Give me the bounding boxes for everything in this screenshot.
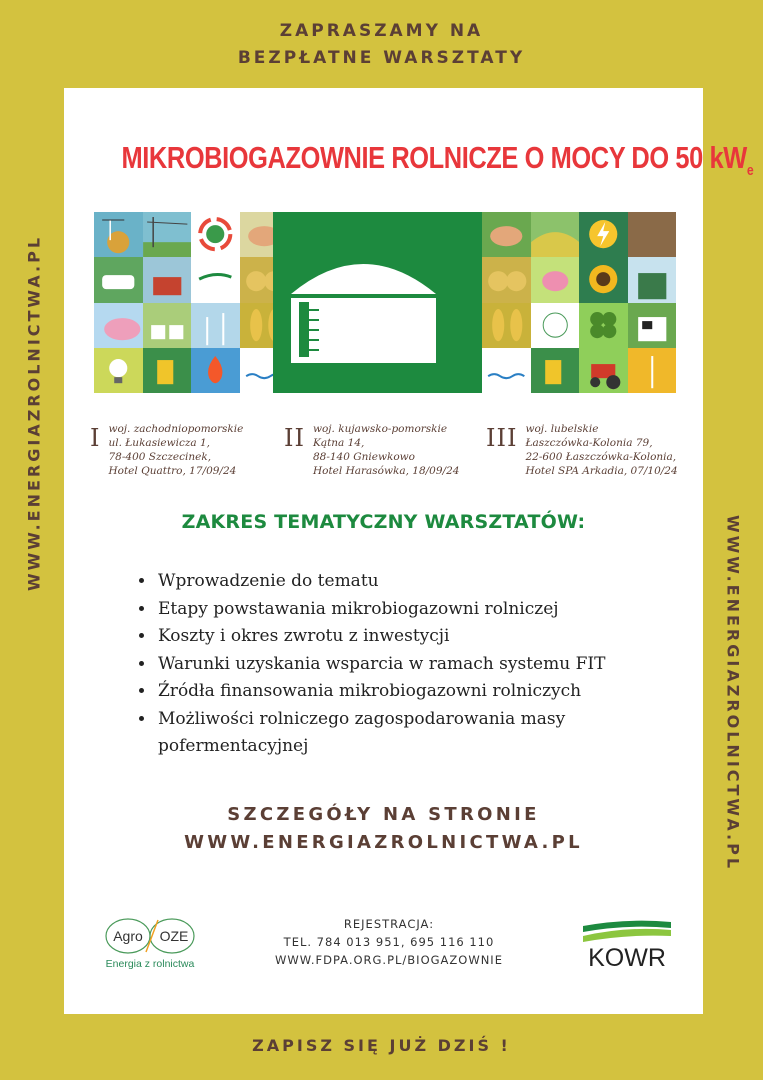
sunflower-icon [579, 257, 628, 302]
location-2-numeral: II [284, 424, 305, 452]
tree-circle-icon [191, 212, 240, 257]
poster-card [64, 88, 754, 1014]
wheat-icon [628, 348, 677, 393]
fuel-pump-icon-2 [531, 348, 580, 393]
topic-item: • Etapy powstawania mikrobiogazowni rolniczej [156, 596, 696, 624]
location-3-line: Hotel SPA Arkadia, 07/10/24 [525, 465, 678, 477]
pig-icon [94, 303, 143, 348]
location-1-line: woj. zachodniopomorskie [108, 423, 244, 435]
hay-bale-icon-2 [482, 257, 531, 302]
location-1-line: 78-400 Szczecinek, [108, 451, 212, 463]
agro-right-text: OZE [159, 928, 189, 944]
location-3-line: Łaszczówka-Kolonia 79, [525, 437, 653, 449]
details-url[interactable]: WWW.ENERGIAZROLNICTWA.PL [184, 832, 583, 853]
topic-item: • Możliwości rolniczego zagospodarowania masy pofermentacyjnej [156, 706, 598, 761]
tractor-icon [579, 348, 628, 393]
registration-phone[interactable]: TEL. 784 013 951, 695 116 110 [283, 935, 495, 949]
kowr-small-logo [191, 257, 240, 302]
hills-icon [531, 212, 580, 257]
top-banner [0, 18, 763, 72]
location-2-line: woj. kujawsko-pomorskie [312, 423, 448, 435]
biogas-plant-icon [143, 303, 192, 348]
agro-oze-small-logo [531, 303, 580, 348]
location-1 [90, 422, 243, 478]
topic-item: • Koszty i okres zwrotu z inwestycji [156, 623, 696, 651]
wind-turbine-icon [94, 212, 143, 257]
topic-item: • Warunki uzyskania wsparcia w ramach systemu FIT [156, 651, 696, 679]
location-2 [284, 422, 459, 478]
corn-icon-2 [482, 303, 531, 348]
topics-list [134, 568, 696, 761]
agro-left-text: Agro [113, 928, 143, 944]
location-1-line: Hotel Quattro, 17/09/24 [108, 465, 237, 477]
cow-icon [628, 303, 677, 348]
location-3-line: woj. lubelskie [525, 423, 599, 435]
title-subscript: e [746, 162, 754, 180]
location-2-line: 88-140 Gniewkowo [312, 451, 415, 463]
location-1-line: ul. Łukasiewicza 1, [108, 437, 211, 449]
registration-block [234, 915, 544, 969]
registration-url[interactable]: WWW.FDPA.ORG.PL/BIOGAZOWNIE [275, 953, 503, 967]
agro-oze-logo [100, 914, 210, 974]
kowr-text: KOWR [588, 944, 666, 972]
location-3 [486, 422, 678, 478]
header-line-1: ZAPRASZAMY NA [279, 21, 484, 41]
water-heat-icon-2 [482, 348, 531, 393]
topic-item: • Wprowadzenie do tematu [156, 568, 696, 596]
wood-texture-icon [628, 212, 677, 257]
light-bulb-icon [94, 348, 143, 393]
title-main: MIKROBIOGAZOWNIE ROLNICZE O MOCY DO 50 kW [121, 140, 747, 175]
topic-item: • Źródła finansowania mikrobiogazowni rolniczych [156, 678, 696, 706]
wind-farm-icon [191, 303, 240, 348]
location-3-line: 22-600 Łaszczówka-Kolonia, [525, 451, 677, 463]
fire-icon [191, 348, 240, 393]
location-2-line: Kątna 14, [312, 437, 365, 449]
details-block [64, 801, 703, 857]
biogas-dome-icon [273, 212, 454, 393]
biogas-tank-icon [628, 257, 677, 302]
kowr-logo [579, 916, 675, 974]
electric-car-icon [94, 257, 143, 302]
details-line-1: SZCZEGÓŁY NA STRONIE [227, 804, 540, 825]
agro-tagline: Energia z rolnictwa [105, 958, 195, 970]
registration-label: REJESTRACJA: [343, 917, 435, 931]
power-line-icon [143, 212, 192, 257]
header-line-2: BEZPŁATNE WARSZTATY [237, 48, 526, 68]
lightning-icon [579, 212, 628, 257]
side-url-left: WWW.ENERGIAZROLNICTWA.PL [24, 234, 44, 592]
poster-title [121, 140, 754, 180]
side-url-right: WWW.ENERGIAZROLNICTWA.PL [723, 514, 743, 872]
topics-heading: ZAKRES TEMATYCZNY WARSZTATÓW: [181, 511, 586, 533]
piggy-bank-icon [531, 257, 580, 302]
clover-icon [579, 303, 628, 348]
location-2-line: Hotel Harasówka, 18/09/24 [312, 465, 460, 477]
bottom-banner: ZAPISZ SIĘ JUŻ DZIŚ ! [252, 1036, 511, 1055]
location-1-numeral: I [90, 424, 101, 452]
fuel-pump-icon [143, 348, 192, 393]
handshake-icon-2 [482, 212, 531, 257]
solar-house-icon [143, 257, 192, 302]
location-3-numeral: III [486, 424, 518, 452]
